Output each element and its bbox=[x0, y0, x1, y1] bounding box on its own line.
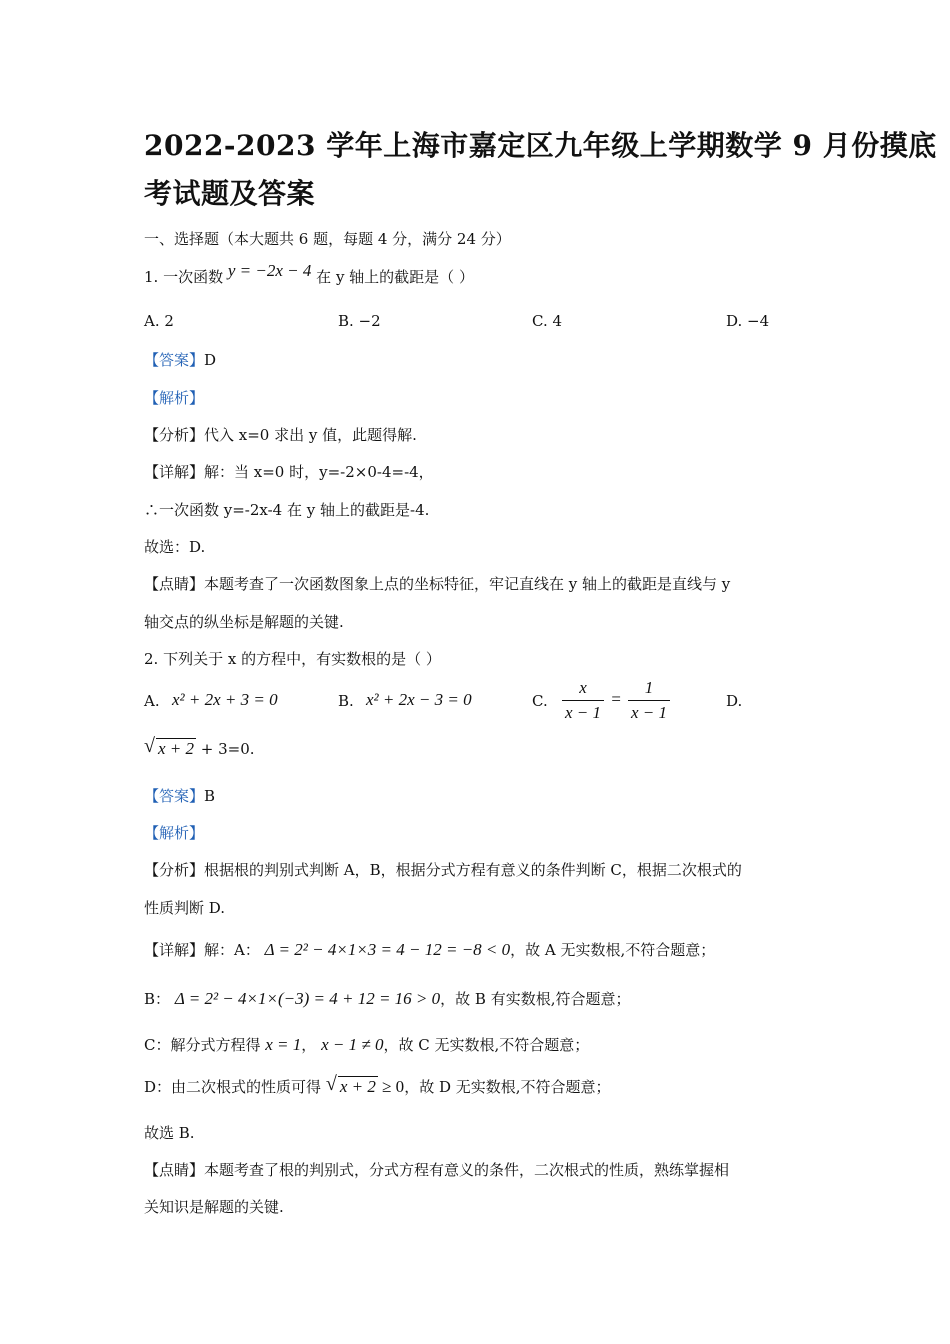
xiangjie-tag: 【详解】 bbox=[144, 463, 205, 481]
q2-choose: 故选 B. bbox=[144, 1124, 195, 1142]
section-heading: 一、选择题（本大题共 6 题，每题 4 分，满分 24 分） bbox=[144, 230, 511, 248]
b-expression: Δ = 2² − 4×1×(−3) = 4 + 12 = 16 > 0 bbox=[174, 989, 441, 1008]
a-expression: Δ = 2² − 4×1×3 = 4 − 12 = −8 < 0 bbox=[264, 940, 511, 959]
q2-fenxi bbox=[144, 859, 742, 880]
doc-title-line2: 考试题及答案 bbox=[144, 177, 316, 210]
radical-sign: √ bbox=[325, 1073, 337, 1095]
q1-prefix: 1. 一次函数 bbox=[144, 268, 224, 286]
d-prefix: D：由二次根式的性质可得 bbox=[144, 1078, 322, 1096]
q1-analysis-tag: 【解析】 bbox=[144, 389, 205, 407]
fenxi-tag: 【分析】 bbox=[144, 426, 205, 444]
denominator: x − 1 bbox=[565, 703, 602, 722]
d-suffix: ，故 D 无实数根,不符合题意； bbox=[404, 1078, 611, 1096]
fenxi-text: 根据根的判别式判断 A，B，根据分式方程有意义的条件判断 C，根据二次根式的 bbox=[204, 861, 742, 879]
radicand: x + 2 bbox=[339, 1077, 376, 1096]
q1-option-a: A. 2 bbox=[144, 312, 174, 330]
numerator: x bbox=[562, 678, 604, 701]
b-suffix: ，故 B 有实数根,符合题意； bbox=[440, 990, 631, 1008]
q1-answer bbox=[144, 349, 216, 370]
answer-tag: 【答案】 bbox=[144, 787, 205, 805]
q2-xiangjie-b bbox=[144, 988, 631, 1009]
answer-tag: 【答案】 bbox=[144, 351, 205, 369]
answer-value: B bbox=[204, 787, 216, 805]
q2-xiangjie-c bbox=[144, 1034, 589, 1055]
q2-xiangjie-d bbox=[144, 1073, 611, 1097]
fenxi-tag: 【分析】 bbox=[144, 861, 205, 879]
b-prefix: B： bbox=[144, 990, 171, 1008]
a-suffix: ，故 A 无实数根,不符合题意； bbox=[510, 941, 716, 959]
q2-option-c bbox=[560, 678, 672, 723]
q1-option-c: C. 4 bbox=[532, 312, 563, 330]
q2-stem: 2. 下列关于 x 的方程中，有实数根的是（ ） bbox=[144, 650, 441, 668]
option-d-rest: + 3=0. bbox=[196, 740, 255, 758]
q2-option-b: x² + 2x − 3 = 0 bbox=[366, 690, 472, 709]
q2-answer bbox=[144, 785, 215, 806]
q1-choose: 故选：D. bbox=[144, 538, 206, 556]
dianjing-tag: 【点睛】 bbox=[144, 1161, 205, 1179]
q2-option-c-label: C. bbox=[532, 692, 548, 710]
q1-fenxi bbox=[144, 424, 417, 445]
dianjing-text: 本题考查了根的判别式，分式方程有意义的条件，二次根式的性质，熟练掌握相 bbox=[204, 1161, 730, 1179]
doc-title-line1: 2022-2023 学年上海市嘉定区九年级上学期数学 9 月份摸底 bbox=[144, 129, 937, 162]
q1-xiangjie bbox=[144, 461, 434, 482]
fraction bbox=[628, 678, 670, 723]
d-inequality: ≥ 0 bbox=[377, 1077, 405, 1096]
q1-therefore: ∴一次函数 y=-2x-4 在 y 轴上的截距是-4. bbox=[144, 501, 430, 519]
q2-option-a: x² + 2x + 3 = 0 bbox=[172, 690, 278, 709]
q1-option-d: D. −4 bbox=[726, 312, 770, 330]
q1-dianjing bbox=[144, 573, 730, 594]
c-expression-1: x = 1 bbox=[265, 1035, 302, 1054]
c-expression-2: x − 1 ≠ 0 bbox=[321, 1035, 384, 1054]
q1-option-b: B. −2 bbox=[338, 312, 381, 330]
q2-options bbox=[0, 680, 950, 728]
radical-sign: √ bbox=[144, 735, 155, 757]
c-prefix: C：解分式方程得 bbox=[144, 1036, 261, 1054]
q2-option-d-label: D. bbox=[726, 692, 743, 710]
q2-option-d bbox=[144, 735, 255, 759]
answer-value: D bbox=[204, 351, 217, 369]
q2-fenxi-cont: 性质判断 D. bbox=[144, 899, 226, 917]
q2-analysis-tag: 【解析】 bbox=[144, 824, 205, 842]
q1-dianjing-cont: 轴交点的纵坐标是解题的关键. bbox=[144, 613, 344, 631]
q2-option-a-label: A. bbox=[144, 692, 160, 710]
xiangjie-tag: 【详解】 bbox=[144, 941, 205, 959]
sqrt-expression bbox=[325, 1073, 378, 1097]
denominator: x − 1 bbox=[631, 703, 668, 722]
fenxi-text: 代入 x=0 求出 y 值，此题得解. bbox=[204, 426, 417, 444]
xiangjie-text: 解：当 x=0 时，y=-2×0-4=-4， bbox=[204, 463, 434, 481]
radicand: x + 2 bbox=[158, 739, 195, 758]
equals-sign: = bbox=[610, 689, 622, 709]
q1-suffix: 在 y 轴上的截距是（ ） bbox=[316, 268, 474, 286]
q2-dianjing-cont: 关知识是解题的关键. bbox=[144, 1198, 284, 1216]
numerator: 1 bbox=[628, 678, 670, 701]
c-suffix: ，故 C 无实数根,不符合题意； bbox=[383, 1036, 590, 1054]
sqrt-expression bbox=[144, 735, 196, 759]
fraction bbox=[562, 678, 604, 723]
q2-option-b-label: B. bbox=[338, 692, 354, 710]
q2-xiangjie-a bbox=[144, 939, 715, 960]
dianjing-text: 本题考查了一次函数图象上点的坐标特征，牢记直线在 y 轴上的截距是直线与 y bbox=[204, 575, 731, 593]
a-prefix: 解：A： bbox=[204, 941, 260, 959]
q1-stem bbox=[144, 261, 474, 287]
c-mid: ， bbox=[301, 1036, 317, 1054]
q2-dianjing bbox=[144, 1159, 729, 1180]
dianjing-tag: 【点睛】 bbox=[144, 575, 205, 593]
q1-expression: y = −2x − 4 bbox=[227, 261, 312, 280]
